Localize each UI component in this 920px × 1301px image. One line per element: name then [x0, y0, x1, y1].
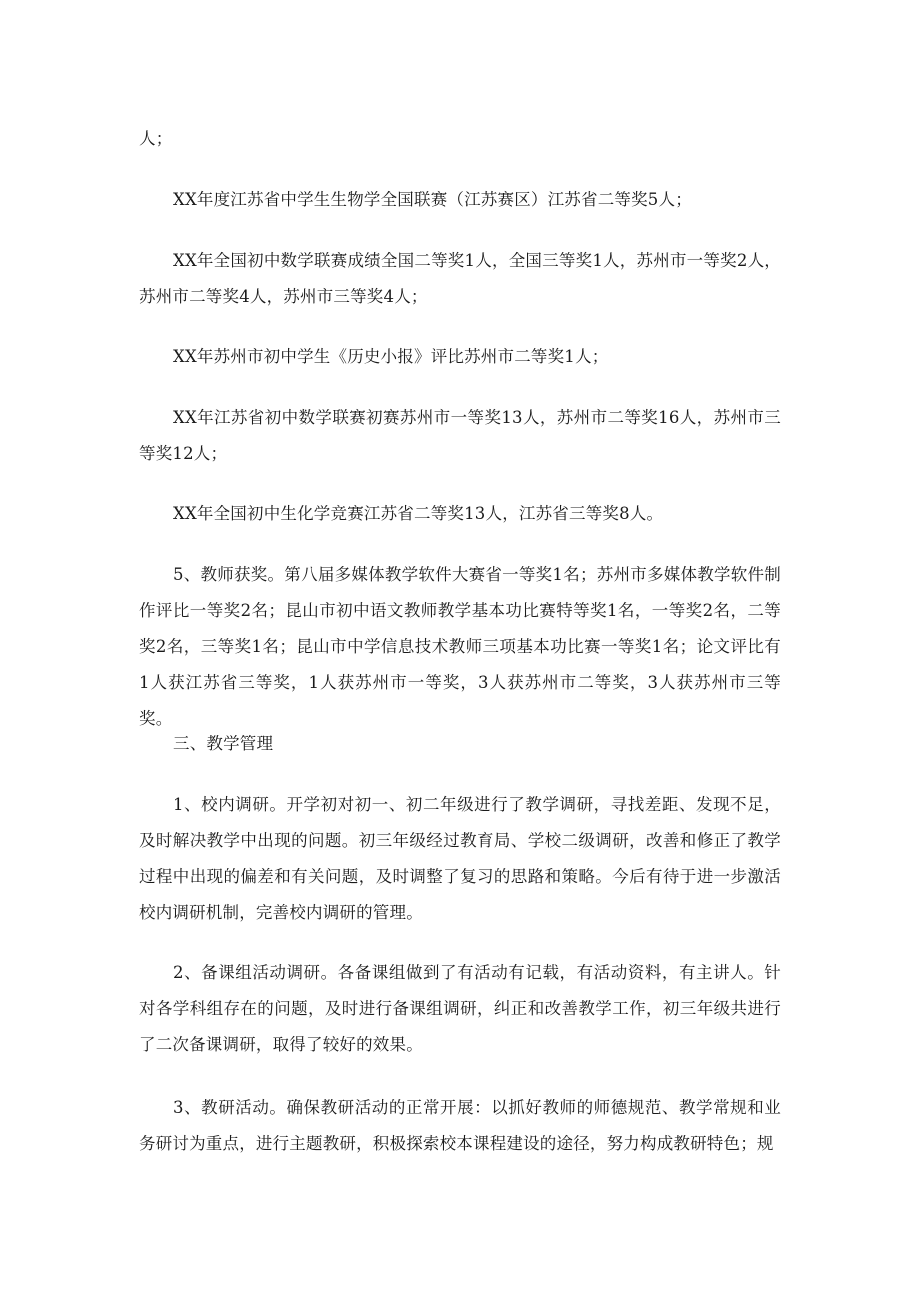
- paragraph-teacher-awards: 5、教师获奖。第八届多媒体教学软件大赛省一等奖1名；苏州市多媒体教学软件制作评比一等奖2名；昆山市初中语文教师教学基本功比赛特等奖1名，一等奖2名，二等奖2名，三等奖1名；昆山市中学信息技术教师三项基本功比赛一等奖1名；论文评比有1人获江苏省三等奖，1人获苏州市一等奖，3人获苏州市二等奖，3人获苏州市三等奖。: [139, 565, 781, 728]
- paragraph-math-league: XX年全国初中数学联赛成绩全国二等奖1人，全国三等奖1人，苏州市一等奖2人，苏州市二等奖4人，苏州市三等奖4人；: [139, 251, 781, 306]
- paragraph-biology-award: XX年度江苏省中学生生物学全国联赛（江苏赛区）江苏省二等奖5人；: [173, 190, 692, 209]
- section-heading-teaching-management: 三、教学管理: [173, 734, 274, 753]
- paragraph-lesson-group: 2、备课组活动调研。各备课组做到了有活动有记载，有活动资料，有主讲人。针对各学科组存在的问题，及时进行备课组调研，纠正和改善教学工作，初三年级共进行了二次备课调研，取得了较好的效果。: [139, 963, 781, 1054]
- paragraph-chemistry: XX年全国初中生化学竞赛江苏省二等奖13人，江苏省三等奖8人。: [173, 504, 664, 523]
- paragraph-history-paper: XX年苏州市初中学生《历史小报》评比苏州市二等奖1人；: [173, 347, 609, 366]
- paragraph-teaching-research: 3、教研活动。确保教研活动的正常开展：以抓好教师的师德规范、教学常规和业务研讨为重点，进行主题教研，积极探索校本课程建设的途径，努力构成教研特色；规: [139, 1098, 781, 1153]
- paragraph-math-preliminary: XX年江苏省初中数学联赛初赛苏州市一等奖13人，苏州市二等奖16人，苏州市三等奖12人；: [139, 408, 781, 463]
- paragraph-continuation: 人；: [139, 129, 173, 148]
- paragraph-internal-research: 1、校内调研。开学初对初一、初二年级进行了教学调研，寻找差距、发现不足，及时解决教学中出现的问题。初三年级经过教育局、学校二级调研，改善和修正了教学过程中出现的偏差和有关问题，及时调整了复习的思路和策略。今后有待于进一步激活校内调研机制，完善校内调研的管理。: [139, 795, 781, 922]
